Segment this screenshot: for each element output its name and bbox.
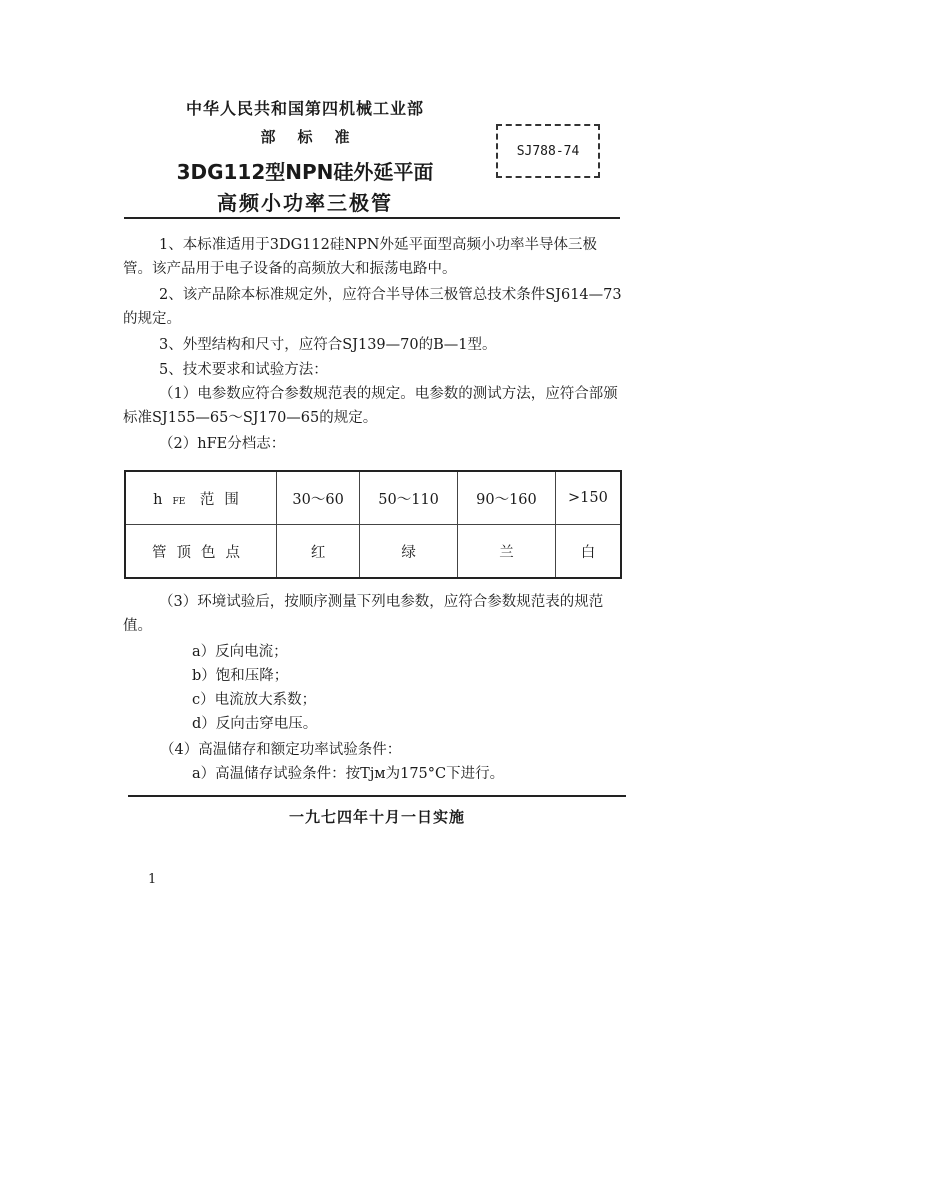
color-dot-cell: 兰	[458, 525, 556, 579]
footer-divider	[128, 795, 626, 797]
page-number: 1	[148, 872, 157, 887]
document-title-line1: 3DG112型NPN硅外延平面	[176, 160, 434, 184]
clause-5: 5、技术要求和试验方法：	[159, 362, 328, 378]
hfe-range-cell: >150	[555, 471, 621, 525]
clause-5-1: （1）电参数应符合参数规范表的规定。电参数的测试方法，应符合部颁标准SJ155—65～SJ170—65的规定。	[123, 386, 618, 426]
clause-1: 1、本标准适用于3DG112硅NPN外延平面型高频小功率半导体三极管。该产品用于电子设备的高频放大和振荡电路中。	[123, 237, 597, 277]
hfe-range-header: hFE 范围	[125, 471, 277, 525]
clause-5-2: （2）hFE分档志：	[159, 436, 286, 452]
clause-3: 3、外型结构和尺寸，应符合SJ139—70的B—1型。	[159, 337, 497, 353]
color-dot-cell: 绿	[360, 525, 458, 579]
list-item: d）反向击穿电压。	[192, 716, 318, 732]
hfe-range-cell: 30～60	[277, 471, 360, 525]
standard-kind: 部标准	[260, 128, 372, 146]
color-dot-cell: 红	[277, 525, 360, 579]
implementation-date: 一九七四年十月一日实施	[288, 808, 465, 826]
color-dot-cell: 白	[555, 525, 621, 579]
ministry-name: 中华人民共和国第四机械工业部	[185, 99, 424, 118]
standard-code-box	[496, 124, 600, 178]
hfe-range-cell: 50～110	[360, 471, 458, 525]
list-item: c）电流放大系数；	[192, 692, 317, 708]
clause-2: 2、该产品除本标准规定外，应符合半导体三极管总技术条件SJ614—73的规定。	[123, 287, 622, 327]
list-item: b）饱和压降；	[192, 668, 289, 684]
header-divider	[124, 217, 620, 219]
list-item: a）反向电流；	[192, 644, 288, 660]
color-dot-header: 管顶色点	[125, 525, 277, 579]
document-title-line2: 高频小功率三极管	[217, 191, 393, 215]
hfe-range-cell: 90～160	[458, 471, 556, 525]
table-row	[125, 525, 621, 579]
hfe-classification-table	[124, 470, 622, 579]
standard-code: SJ788-74	[516, 143, 580, 159]
table-row	[125, 471, 621, 525]
clause-5-3: （3）环境试验后，按顺序测量下列电参数，应符合参数规范表的规范值。	[123, 594, 604, 634]
list-item: a）高温储存试验条件：按Tjм为175°C下进行。	[192, 766, 505, 782]
clause-5-4: （4）高温储存和额定功率试验条件：	[160, 742, 402, 758]
